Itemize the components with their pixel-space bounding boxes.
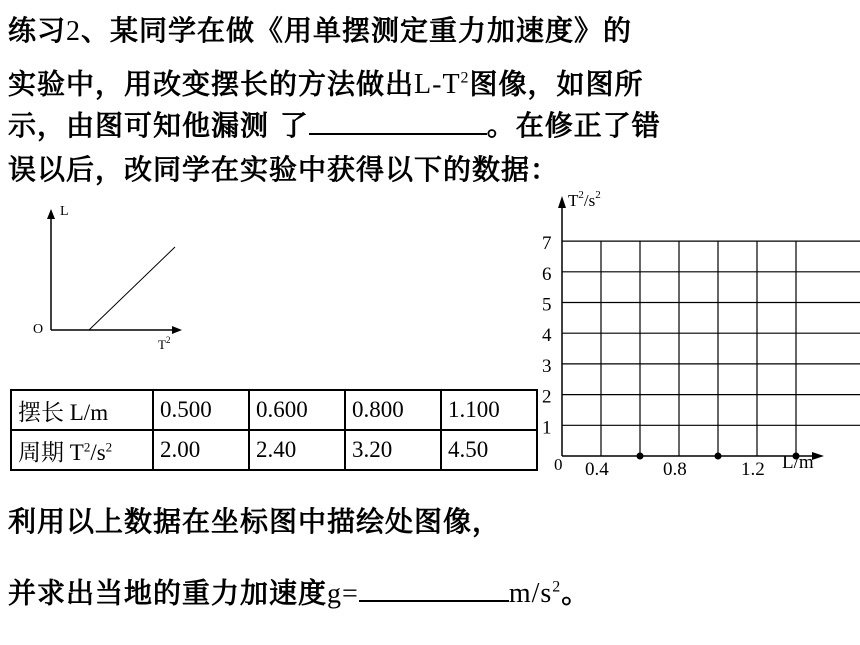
graph-expression <box>414 69 470 100</box>
small-graph-line <box>89 247 175 330</box>
table-cell: 2.40 <box>249 430 345 470</box>
table-row-period <box>11 430 537 470</box>
exercise-number: 2 <box>66 16 82 47</box>
problem-line-5 <box>8 505 501 539</box>
table-header-length: 摆长 L/m <box>11 390 153 430</box>
grid-origin: 0 <box>554 455 563 474</box>
grid-x-label: L/m <box>782 452 814 473</box>
problem-line-6-a: 并求出当地的重力加速度 <box>8 576 328 610</box>
small-graph-x-arrow <box>172 326 182 334</box>
grid-chart[interactable] <box>520 180 840 480</box>
grid-x-tick-label: 0.8 <box>663 459 687 480</box>
grid-x-tick-label: 1.2 <box>741 459 765 480</box>
problem-line-5-text: 利用以上数据在坐标图中描绘处图像， <box>8 505 502 538</box>
grid-y-arrow <box>558 196 566 208</box>
problem-line-1 <box>8 14 632 49</box>
table-cell: 1.100 <box>441 390 537 430</box>
table-cell: 2.00 <box>153 430 249 470</box>
problem-line-4 <box>8 153 559 187</box>
problem-line-3-a: 示，由图可知他漏测 了 <box>8 109 309 142</box>
table-cell: 0.600 <box>249 390 345 430</box>
grid-y-tick-label: 5 <box>542 294 552 316</box>
table-header-period: 周期 $T^2/s^2$ <box>11 430 153 470</box>
missing-quantity-blank[interactable] <box>309 107 487 135</box>
grid-y-label: $T^2/s^2$ <box>568 189 601 210</box>
small-graph-origin: O <box>33 322 44 337</box>
table-cell: 0.800 <box>345 390 441 430</box>
problem-line-2-b: 图像，如图所 <box>469 67 644 101</box>
grid-lines <box>562 241 860 456</box>
problem-line-3-b: 。在修正了错 <box>486 109 661 142</box>
grid-y-tick-label: 4 <box>542 325 552 347</box>
grid-y-tick-label: 7 <box>542 233 552 255</box>
problem-line-1-b: 、某同学在做《用单摆测定重力加速度》的 <box>81 14 633 47</box>
small-graph-y-arrow <box>47 209 55 219</box>
problem-line-4-text: 误以后，改同学在实验中获得以下的数据： <box>8 153 560 186</box>
table-cell: 0.500 <box>153 390 249 430</box>
small-graph-y-label: L <box>60 204 69 219</box>
small-graph-x-label: $T^2$ <box>158 335 171 352</box>
small-l-t2-graph <box>0 195 200 355</box>
table-cell: 3.20 <box>345 430 441 470</box>
data-table <box>10 389 538 471</box>
g-unit: $m/s^2$ <box>508 578 562 610</box>
grid-y-tick-label: 6 <box>542 263 552 285</box>
table-row-length <box>11 390 537 430</box>
grid-x-tick-label: 0.4 <box>585 459 609 480</box>
problem-line-2-a: 实验中，用改变摆长的方法做出 <box>8 67 415 101</box>
grid-tick-labels <box>542 233 765 480</box>
g-symbol: g= <box>327 578 359 610</box>
table-cell: 4.50 <box>441 430 537 470</box>
expression-sup: 2 <box>460 70 470 87</box>
grid-x-arrow <box>812 452 824 460</box>
grid-axes <box>558 196 824 460</box>
grid-y-tick-label: 2 <box>542 386 552 408</box>
problem-line-3 <box>8 107 661 143</box>
g-answer-blank[interactable] <box>359 574 509 602</box>
problem-line-6-end: 。 <box>561 576 591 610</box>
grid-y-tick-label: 3 <box>542 355 552 377</box>
grid-point <box>715 453 722 460</box>
problem-line-2 <box>8 62 644 102</box>
grid-y-tick-label: 1 <box>542 417 552 439</box>
problem-line-6 <box>8 571 590 611</box>
problem-line-1-a: 练习 <box>8 14 67 47</box>
grid-point <box>637 453 644 460</box>
expression-text: L-T <box>414 69 461 101</box>
